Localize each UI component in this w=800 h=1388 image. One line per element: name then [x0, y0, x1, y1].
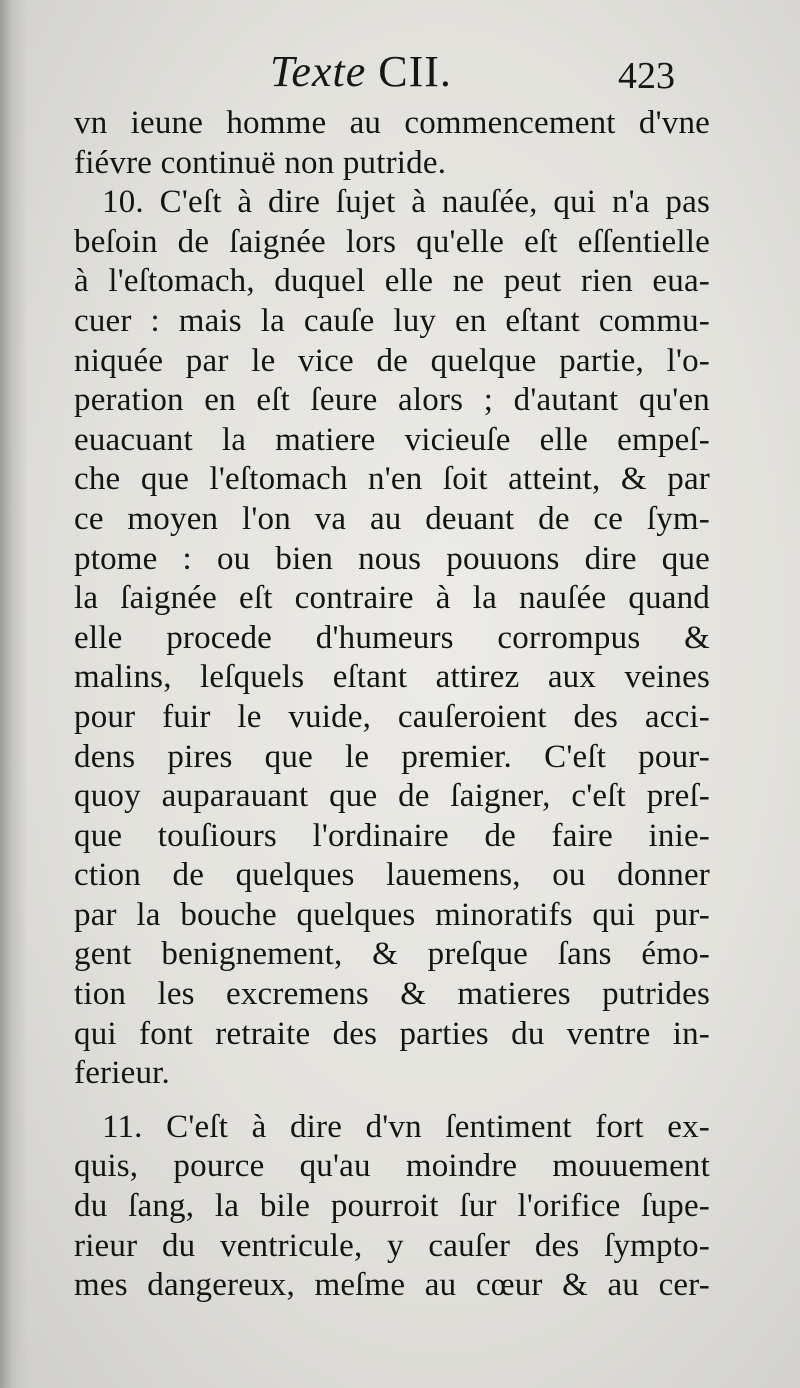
page-gutter-shadow [0, 0, 28, 1388]
text-line: elle procede d'humeurs corrompus & [74, 619, 710, 656]
text-line: vn ieune homme au commencement d'vne [74, 105, 710, 141]
text-line: dens pires que le premier. C'eſt pour- [74, 738, 710, 775]
text-line: rieur du ventricule, y cauſer des ſympto- [74, 1227, 710, 1264]
text-line: pour fuir le vuide, cauſeroient des acci- [74, 698, 710, 735]
text-line: ction de quelques lauemens, ou donner [74, 857, 710, 894]
text-line: euacuant la matiere vicieuſe elle empeſ- [74, 421, 710, 458]
text-line: ptome : ou bien nous pouuons dire que [74, 540, 710, 577]
text-line: fiévre continuë non putride. [74, 144, 447, 181]
running-title [270, 46, 452, 97]
text-line: che que l'eſtomach n'en ſoit atteint, & par [74, 461, 710, 498]
text-line: beſoin de ſaignée lors qu'elle eſt eſſentielle [74, 223, 710, 260]
page-number: 423 [618, 55, 675, 97]
text-line: 11. C'eſt à dire d'vn ſentiment fort ex- [102, 1108, 710, 1145]
text-line: que touſiours l'ordinaire de faire inie- [74, 817, 710, 854]
text-line: qui font retraite des parties du ventre in- [74, 1015, 710, 1052]
running-head [0, 42, 800, 102]
text-line: ce moyen l'on va au deuant de ce ſym- [74, 500, 710, 537]
text-line: cuer : mais la cauſe luy en eſtant commu- [74, 302, 710, 339]
paragraph-gap [74, 1094, 710, 1108]
text-line: à l'eſtomach, duquel elle ne peut rien eua- [74, 263, 710, 300]
running-title-roman: CII. [378, 47, 452, 96]
text-line: ferieur. [74, 1055, 170, 1092]
text-line: du ſang, la bile pourroit ſur l'orifice ſupe- [74, 1188, 710, 1225]
text-line: quoy auparauant que de ſaigner, c'eſt preſ- [74, 778, 710, 815]
running-title-italic: Texte [270, 47, 367, 96]
text-line: la ſaignée eſt contraire à la nauſée quand [74, 580, 710, 617]
text-line: mes dangereux, meſme au cœur & au cer- [74, 1267, 710, 1304]
text-line: peration en eſt ſeure alors ; d'autant qu'en [74, 382, 710, 419]
text-line: gent benignement, & preſque ſans émo- [74, 936, 710, 973]
text-line: niquée par le vice de quelque partie, l'o- [74, 342, 710, 379]
text-line: tion les excremens & matieres putrides [74, 976, 710, 1013]
body-text [74, 104, 710, 1306]
text-line: par la bouche quelques minoratifs qui pur- [74, 896, 710, 933]
text-line: 10. C'eſt à dire ſujet à nauſée, qui n'a pas [102, 184, 710, 221]
text-line: quis, pource qu'au moindre mouuement [74, 1148, 710, 1185]
text-line: malins, leſquels eſtant attirez aux veines [74, 659, 710, 696]
